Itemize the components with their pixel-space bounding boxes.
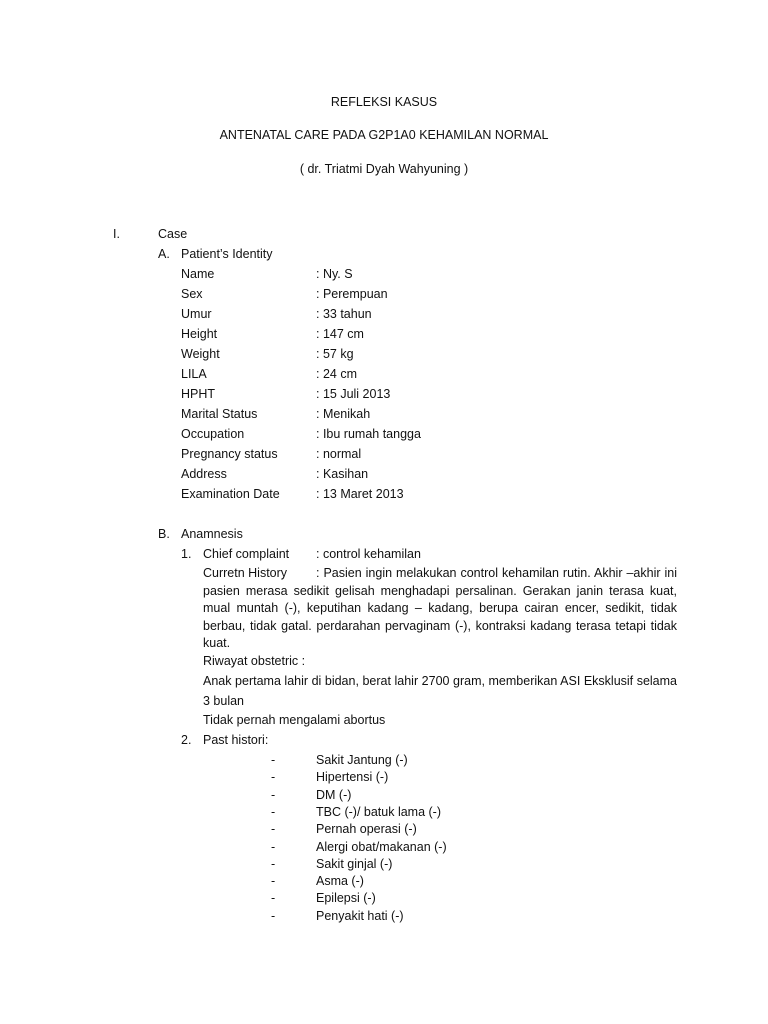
section-title: Case <box>158 227 188 241</box>
identity-value: : normal <box>316 447 362 461</box>
subsection-b-title: Anamnesis <box>181 527 243 541</box>
identity-value: : 15 Juli 2013 <box>316 387 391 401</box>
past-history-item: Penyakit hati (-) <box>316 908 404 923</box>
identity-value: : 24 cm <box>316 367 357 381</box>
chief-complaint-label: Chief complaint <box>203 547 290 561</box>
identity-value: : 33 tahun <box>316 307 372 321</box>
bullet-dash: - <box>271 908 276 923</box>
current-history-text: : Pasien ingin melakukan control kehamilan rutin. Akhir –akhir ini pasien merasa sedikit gelisah menghadapi persalinan. Gerakan janin terasa kuat, mual muntah (-), keputihan kadang – kadang, berupa cairan encer, sedikit, tidak berbau, tidak gatal. perdarahan pervaginam (-), kontraksi kadang terasa tetapi tidak kuat. <box>203 566 677 650</box>
identity-value: : Kasihan <box>316 467 369 481</box>
past-history-item: Pernah operasi (-) <box>316 822 417 837</box>
obstetric-history-text: Anak pertama lahir di bidan, berat lahir 2700 gram, memberikan ASI Eksklusif selama 3 bulan <box>203 674 677 708</box>
identity-value: : Perempuan <box>316 287 388 301</box>
past-history-item: Epilepsi (-) <box>316 891 376 906</box>
identity-label: Marital Status <box>181 407 258 421</box>
bullet-dash: - <box>271 874 276 889</box>
identity-value: : 147 cm <box>316 327 364 341</box>
identity-label: Height <box>181 327 218 341</box>
identity-value: : Menikah <box>316 407 371 421</box>
identity-label: LILA <box>181 367 207 381</box>
past-history-label: Past histori: <box>203 733 269 747</box>
identity-value: : 13 Maret 2013 <box>316 487 404 501</box>
identity-value: : Ibu rumah tangga <box>316 427 421 441</box>
section-numeral: I. <box>113 227 120 241</box>
identity-label: Weight <box>181 347 220 361</box>
bullet-dash: - <box>271 856 276 871</box>
document-title: REFLEKSI KASUS <box>330 95 438 109</box>
identity-value: : Ny. S <box>316 267 353 281</box>
subsection-b-letter: B. <box>158 527 170 541</box>
identity-label: Occupation <box>181 427 245 441</box>
obstetric-history-label: Riwayat obstetric : <box>203 654 306 668</box>
bullet-dash: - <box>271 891 276 906</box>
past-history-item: Sakit ginjal (-) <box>316 856 393 871</box>
past-history-item: Sakit Jantung (-) <box>316 753 408 767</box>
past-history-item: TBC (-)/ batuk lama (-) <box>316 804 442 819</box>
identity-label: HPHT <box>181 387 216 401</box>
bullet-dash: - <box>271 787 276 802</box>
identity-label: Umur <box>181 307 212 321</box>
past-history-item: Alergi obat/makanan (-) <box>316 839 447 854</box>
chief-complaint-value: : control kehamilan <box>316 547 421 561</box>
item2-number: 2. <box>181 733 192 747</box>
identity-label: Pregnancy status <box>181 447 278 461</box>
abortus-text: Tidak pernah mengalami abortus <box>203 713 386 727</box>
identity-label: Name <box>181 267 215 281</box>
past-history-item: Asma (-) <box>316 874 364 889</box>
bullet-dash: - <box>271 822 276 837</box>
past-history-item: Hipertensi (-) <box>316 770 389 785</box>
past-history-item: DM (-) <box>316 787 352 802</box>
identity-label: Examination Date <box>181 487 280 501</box>
subsection-a-letter: A. <box>158 247 170 261</box>
identity-value: : 57 kg <box>316 347 354 361</box>
bullet-dash: - <box>271 770 276 785</box>
item1-number: 1. <box>181 547 192 561</box>
bullet-dash: - <box>271 753 276 767</box>
current-history-paragraph <box>203 565 677 653</box>
bullet-dash: - <box>271 804 276 819</box>
identity-label: Address <box>181 467 227 481</box>
bullet-dash: - <box>271 839 276 854</box>
document-subtitle: ANTENATAL CARE PADA G2P1A0 KEHAMILAN NORMAL <box>219 128 549 142</box>
document-author: ( dr. Triatmi Dyah Wahyuning ) <box>299 162 469 176</box>
current-history-label: Curretn History <box>203 566 288 580</box>
identity-label: Sex <box>181 287 203 301</box>
subsection-a-title: Patient’s Identity <box>181 247 273 261</box>
